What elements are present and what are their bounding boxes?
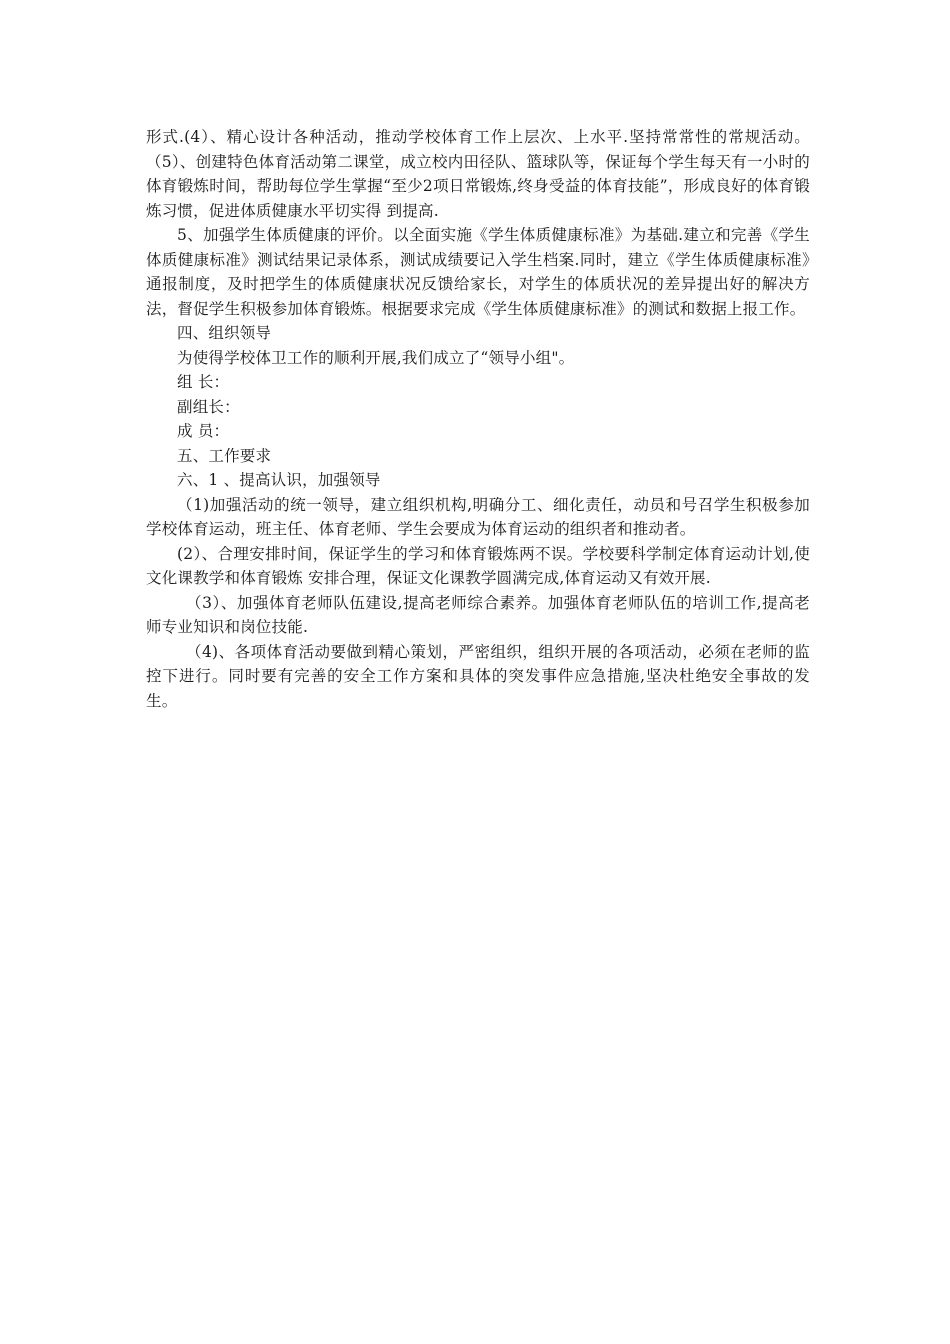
- field-members: 成 员：: [177, 422, 230, 440]
- paragraph-unified-leadership: （1)加强活动的统一领导，建立组织机构,明确分工、细化责任，动员和号召学生积极参加学校体育运动，班主任、体育老师、学生会要成为体育运动的组织者和推动者。: [146, 495, 810, 538]
- document-body: [146, 125, 810, 713]
- paragraph-time-arrangement: (2）、合理安排时间，保证学生的学习和体育锻炼两不误。学校要科学制定体育运动计划,使文化课教学和体育锻炼 安排合理，保证文化课教学圆满完成,体育运动又有效开展.: [146, 544, 810, 587]
- heading-work-requirements: 五、工作要求: [177, 446, 272, 465]
- paragraph-safety-measures: （4)、各项体育活动要做到精心策划，严密组织，组织开展的各项活动，必须在老师的监控下进行。同时要有完善的安全工作方案和具体的突发事件应急措施,坚决杜绝安全事故的发生。: [146, 642, 810, 710]
- paragraph-teacher-team: （3）、加强体育老师队伍建设,提高老师综合素养。加强体育老师队伍的培训工作,提高老师专业知识和岗位技能.: [146, 593, 810, 636]
- paragraph-leadership-group: 为使得学校体卫工作的顺利开展,我们成立了“领导小组"。: [177, 348, 575, 367]
- heading-raise-awareness: 六、1 、提高认识，加强领导: [177, 471, 381, 489]
- field-group-leader: 组 长：: [177, 373, 230, 391]
- paragraph-health-evaluation: 5、加强学生体质健康的评价。以全面实施《学生体质健康标准》为基础.建立和完善《学生体质健康标准》测试结果记录体系，测试成绩要记入学生档案.同时，建立《学生体质健康标准》通报制度，及时把学生的体质健康状况反馈给家长，对学生的体质状况的差异提出好的解决方法，督促学生积极参加体育锻炼。根据要求完成《学生体质健康标准》的测试和数据上报工作。: [146, 226, 810, 318]
- paragraph-activities-form: 形式.(4）、精心设计各种活动，推动学校体育工作上层次、上水平.坚持常常性的常规活动。（5）、创建特色体育活动第二课堂，成立校内田径队、篮球队等，保证每个学生每天有一小时的体育锻炼时间，帮助每位学生掌握“至少2项日常锻炼,终身受益的体育技能”，形成良好的体育锻炼习惯，促进体质健康水平切实得 到提高.: [146, 128, 810, 220]
- field-deputy-leader: 副组长：: [177, 397, 240, 416]
- heading-organization-leadership: 四、组织领导: [177, 324, 272, 342]
